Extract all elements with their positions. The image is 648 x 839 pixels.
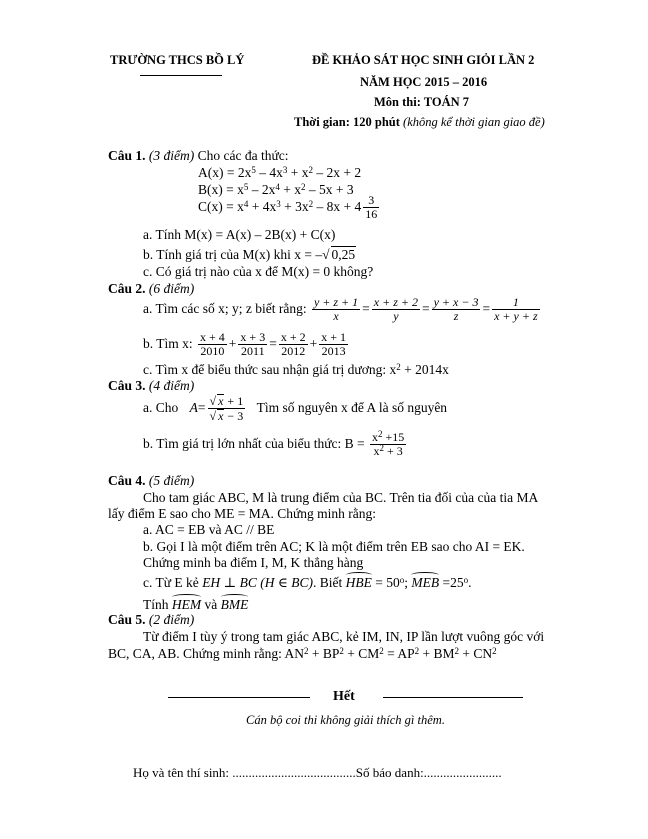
q2-a-f3-num: y + x − 3 — [433, 295, 479, 309]
q2-b-frac-4 — [319, 331, 348, 357]
q4-heading — [108, 473, 194, 489]
q4-angle-hbe: HBE — [346, 572, 372, 591]
school-name: TRƯỜNG THCS BỒ LÝ — [110, 53, 245, 67]
q4-part-a: a. AC = EB và AC // BE — [143, 522, 275, 537]
q4-angle-meb: MEB — [411, 572, 439, 591]
q2-b-f3-den: 2012 — [281, 343, 306, 358]
q3-part-a: a. Cho A= $\frac{√ x + 1}{√ x - 3}$ Tìm số nguyên x để A là số nguyên — [143, 394, 448, 423]
q5-p2-a: BC, CA, AB. Chứng minh rằng: AN — [108, 646, 304, 661]
end-line-left — [168, 697, 310, 698]
candidate-info-line: Họ và tên thí sinh: ......................................Số báo danh:........................ — [133, 765, 502, 780]
q1-heading — [108, 148, 289, 164]
q4-part-d — [143, 594, 248, 613]
q2-b-f2-den: 2011 — [241, 343, 265, 358]
q2-c-text: c. Tìm x để biểu thức sau nhận giá trị dương: x — [143, 362, 397, 377]
q4-c-val1: = 50 — [375, 575, 400, 590]
q2-b-f1-num: x + 4 — [200, 330, 225, 344]
q4-angle-hem: HEM — [172, 594, 201, 613]
q4-c-val2: =25 — [442, 575, 464, 590]
q3-b-text: b. Tìm giá trị lớn nhất của biểu thức: B = — [143, 436, 365, 452]
poly-c-fraction — [363, 194, 379, 220]
poly-c-den: 16 — [365, 206, 378, 221]
q4-deg-2: o — [463, 575, 469, 585]
q3-a-rest: Tìm số nguyên x để A là số nguyên — [256, 400, 448, 416]
q2-a-text: a. Tìm các số x; y; z biết rằng: — [143, 301, 307, 317]
q5-points: (2 điểm) — [148, 612, 195, 627]
q4-part-c: c. Từ E kẻ EH ⊥ BC (H ∈ BC). Biết HBE = $50^o$; MEB $=25^o$. — [143, 572, 472, 591]
q5-p2-d: = AP — [383, 646, 415, 661]
q2-a-f3-den: z — [453, 308, 459, 323]
q2-a-f2-den: y — [393, 308, 399, 323]
q5-title: Câu 5. — [108, 612, 146, 627]
q2-b-f3-num: x + 2 — [280, 330, 306, 344]
q3-b-fraction — [370, 431, 406, 457]
q2-b-frac-1 — [198, 331, 227, 357]
exam-title: ĐỀ KHẢO SÁT HỌC SINH GIỎI LẦN 2 — [312, 53, 535, 67]
q2-b-f2-num: x + 3 — [240, 330, 266, 344]
q1-title: Câu 1. — [108, 148, 146, 163]
q2-title: Câu 2. — [108, 281, 146, 296]
q2-points: (6 điểm) — [148, 281, 195, 296]
q4-c-biet: . Biết — [313, 575, 343, 590]
q3-a-den: √ x − 3 — [209, 408, 244, 423]
time-label: Thời gian: 120 phút — [294, 115, 400, 129]
poly-b: $B(x) = x^5 - 2x^4 + x^2 - 5x + 3$ — [198, 182, 354, 197]
q2-b-f1-den: 2010 — [200, 343, 225, 358]
q3-b-den: $x^2 + 3$ — [373, 442, 403, 458]
q2-c-tail: + 2014x — [400, 362, 449, 377]
q2-a-f1-num: y + z + 1 — [313, 295, 359, 309]
q2-part-b: b. Tìm x: $\frac{x + 4}{2010}$ + $\frac{x + 3}{2011}$ = $\frac{x + 2}{2012}$ + $\frac{x + 1}{2013}$ — [143, 330, 347, 358]
q5-heading — [108, 612, 194, 628]
q5-p2-f: + CN — [459, 646, 493, 661]
q4-title: Câu 4. — [108, 473, 146, 488]
q4-d-and: và — [204, 597, 218, 612]
q3-a-lhs: A — [189, 400, 198, 416]
q3-a-num: √ x + 1 — [209, 394, 244, 408]
exam-year: NĂM HỌC 2015 – 2016 — [360, 75, 488, 89]
q4-part-b2: Chứng minh ba điểm I, M, K thẳng hàng — [143, 555, 364, 570]
footer-note: Cán bộ coi thi không giải thích gì thêm. — [246, 713, 445, 727]
q4-points: (5 điểm) — [148, 473, 195, 488]
exam-subject: Môn thi: TOÁN 7 — [374, 95, 470, 109]
q3-points: (4 điểm) — [148, 378, 195, 393]
q1-b-text: b. Tính giá trị của M(x) khi x = – — [143, 247, 323, 262]
q2-b-frac-3 — [279, 331, 308, 357]
q2-a-frac-1 — [312, 296, 360, 322]
poly-a: $A(x) = 2x^5 - 4x^3 + x^2 - 2x + 2$ — [198, 165, 362, 180]
q2-heading — [108, 281, 194, 297]
q3-a-text: a. Cho — [143, 400, 179, 416]
q4-angle-bme: BME — [221, 594, 249, 613]
q4-c-perp: EH ⊥ BC — [202, 575, 257, 590]
q5-p2-c: + CM — [343, 646, 380, 661]
q2-a-f1-den: x — [333, 308, 339, 323]
q5-p2-e: + BM — [419, 646, 455, 661]
poly-c: $C(x) = x^4 + 4x^3 + 3x^2 - 8x + 4$ $\frac{3}{16}$ — [198, 193, 378, 221]
q2-part-c: c. Tìm x để biểu thức sau nhận giá trị dương: $x^2 + 2014x$ — [143, 362, 449, 377]
q3-heading — [108, 378, 194, 394]
q2-a-f4-den: x + y + z — [494, 308, 538, 323]
end-mark: Hết — [333, 689, 355, 704]
q2-a-frac-4 — [492, 296, 540, 322]
q2-b-f4-den: 2013 — [321, 343, 346, 358]
q3-title: Câu 3. — [108, 378, 146, 393]
q1-part-a: a. Tính M(x) = A(x) – 2B(x) + C(x) — [143, 227, 336, 242]
q4-deg-1: o — [399, 575, 405, 585]
q4-p1a: Cho tam giác ABC, M là trung điểm của BC. Trên tia đối của của tia MA — [143, 490, 539, 505]
q3-a-fraction — [208, 394, 246, 422]
q4-part-b1: b. Gọi I là một điểm trên AC; K là một điểm trên EB sao cho AI = EK. — [143, 539, 525, 554]
q4-d-text: Tính — [143, 597, 169, 612]
q4-c-paren: (H ∈ BC) — [260, 575, 313, 590]
q5-p2-b: + BP — [308, 646, 340, 661]
poly-c-num: 3 — [363, 194, 379, 208]
q2-a-frac-3 — [432, 296, 481, 322]
q2-a-f2-num: x + z + 2 — [373, 295, 418, 309]
q2-b-frac-2 — [238, 331, 267, 357]
q4-c-text: c. Từ E kẻ — [143, 575, 199, 590]
q2-b-f4-num: x + 1 — [321, 330, 347, 344]
q2-a-frac-2 — [372, 296, 420, 322]
q5-p1: Từ điểm I tùy ý trong tam giác ABC, kẻ IM, IN, IP lần lượt vuông góc với — [143, 629, 545, 644]
q5-p2: BC, CA, AB. Chứng minh rằng: $AN^2 + BP^2 + CM^2 = AP^2 + BM^2 + CN^2$ — [108, 646, 497, 661]
exam-time — [294, 115, 545, 130]
school-underline — [140, 75, 222, 76]
time-note: (không kể thời gian giao đề) — [403, 115, 545, 129]
q1-part-b: b. Tính giá trị của M(x) khi x = –√ 0,25 — [143, 247, 356, 262]
q4-p1b: lấy điểm E sao cho ME = MA. Chứng minh rằng: — [108, 506, 377, 521]
q3-part-b — [143, 431, 408, 457]
end-line-right — [383, 697, 523, 698]
q3-b-num: $x^2 +15$ — [372, 429, 405, 444]
q1-b-radicand: 0,25 — [331, 247, 356, 262]
poly-c-whole: 4 — [354, 199, 362, 215]
q2-a-f4-num: 1 — [492, 296, 540, 310]
q1-intro: Cho các đa thức: — [197, 148, 289, 163]
q2-b-text: b. Tìm x: — [143, 336, 193, 352]
q1-points: (3 điểm) — [148, 148, 195, 163]
q1-part-c: c. Có giá trị nào của x để M(x) = 0 không? — [143, 264, 374, 279]
q2-part-a: a. Tìm các số x; y; z biết rằng: $\frac{y + z + 1}{x}$ = $\frac{x + z + 2}{y}$ = $\frac{y + x - 3}{z}$ = $\frac{1}{x + y + z}$ — [143, 295, 538, 323]
